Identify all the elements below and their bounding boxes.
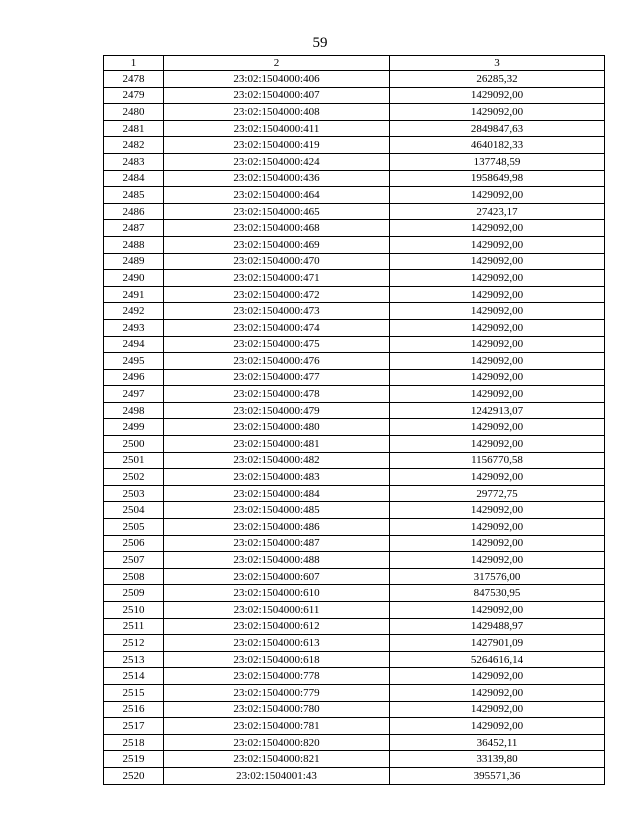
table-row (104, 635, 605, 652)
cadastral-number-cell: 23:02:1504000:471 (164, 270, 390, 287)
cadastral-value-cell: 36452,11 (390, 734, 605, 751)
cadastral-value-cell: 1429092,00 (390, 519, 605, 536)
table-row (104, 386, 605, 403)
table-row (104, 535, 605, 552)
cadastral-number-cell: 23:02:1504000:407 (164, 87, 390, 104)
row-number-cell: 2520 (104, 767, 164, 784)
table-row (104, 469, 605, 486)
cadastral-number-cell: 23:02:1504000:475 (164, 336, 390, 353)
cadastral-value-cell: 1429092,00 (390, 353, 605, 370)
cadastral-value-cell: 1242913,07 (390, 402, 605, 419)
row-number-cell: 2504 (104, 502, 164, 519)
row-number-cell: 2480 (104, 104, 164, 121)
cadastral-number-cell: 23:02:1504000:419 (164, 137, 390, 154)
cadastral-number-cell: 23:02:1504000:612 (164, 618, 390, 635)
table-row (104, 137, 605, 154)
row-number-cell: 2517 (104, 718, 164, 735)
cadastral-number-cell: 23:02:1504000:408 (164, 104, 390, 121)
column-header-1: 1 (104, 56, 164, 71)
cadastral-value-cell: 395571,36 (390, 767, 605, 784)
cadastral-value-cell: 1429092,00 (390, 668, 605, 685)
table-row (104, 519, 605, 536)
cadastral-number-cell: 23:02:1504000:485 (164, 502, 390, 519)
row-number-cell: 2503 (104, 485, 164, 502)
table-row (104, 651, 605, 668)
row-number-cell: 2489 (104, 253, 164, 270)
row-number-cell: 2493 (104, 319, 164, 336)
cadastral-value-cell: 1429092,00 (390, 502, 605, 519)
cadastral-value-cell: 317576,00 (390, 568, 605, 585)
row-number-cell: 2485 (104, 187, 164, 204)
cadastral-number-cell: 23:02:1504000:480 (164, 419, 390, 436)
cadastral-value-cell: 1429092,00 (390, 286, 605, 303)
cadastral-number-cell: 23:02:1504000:607 (164, 568, 390, 585)
table-row (104, 336, 605, 353)
row-number-cell: 2478 (104, 71, 164, 88)
cadastral-value-cell: 1429092,00 (390, 303, 605, 320)
cadastral-value-cell: 5264616,14 (390, 651, 605, 668)
cadastral-number-cell: 23:02:1504000:487 (164, 535, 390, 552)
row-number-cell: 2488 (104, 236, 164, 253)
row-number-cell: 2508 (104, 568, 164, 585)
row-number-cell: 2515 (104, 684, 164, 701)
table-row (104, 419, 605, 436)
table-row (104, 153, 605, 170)
table-row (104, 734, 605, 751)
cadastral-value-cell: 29772,75 (390, 485, 605, 502)
table-row (104, 668, 605, 685)
row-number-cell: 2482 (104, 137, 164, 154)
cadastral-value-cell: 1429092,00 (390, 718, 605, 735)
cadastral-value-cell: 1429092,00 (390, 187, 605, 204)
table-body (104, 56, 605, 785)
row-number-cell: 2481 (104, 120, 164, 137)
row-number-cell: 2510 (104, 602, 164, 619)
table-header-row (104, 56, 605, 71)
cadastral-value-cell: 1429092,00 (390, 87, 605, 104)
row-number-cell: 2499 (104, 419, 164, 436)
row-number-cell: 2509 (104, 585, 164, 602)
cadastral-number-cell: 23:02:1504000:486 (164, 519, 390, 536)
page-number: 59 (312, 35, 328, 51)
cadastral-value-cell: 4640182,33 (390, 137, 605, 154)
cadastral-number-cell: 23:02:1504000:472 (164, 286, 390, 303)
table-row (104, 618, 605, 635)
cadastral-value-cell: 1429092,00 (390, 469, 605, 486)
row-number-cell: 2484 (104, 170, 164, 187)
cadastral-value-cell: 1429092,00 (390, 253, 605, 270)
cadastral-value-cell: 2849847,63 (390, 120, 605, 137)
column-header-2: 2 (164, 56, 390, 71)
cadastral-value-cell: 1429488,97 (390, 618, 605, 635)
row-number-cell: 2514 (104, 668, 164, 685)
row-number-cell: 2518 (104, 734, 164, 751)
cadastral-value-cell: 1429092,00 (390, 236, 605, 253)
cadastral-value-cell: 1429092,00 (390, 319, 605, 336)
cadastral-number-cell: 23:02:1504000:424 (164, 153, 390, 170)
table-row (104, 270, 605, 287)
cadastral-value-cell: 137748,59 (390, 153, 605, 170)
cadastral-number-cell: 23:02:1504000:436 (164, 170, 390, 187)
table-row (104, 120, 605, 137)
table-row (104, 436, 605, 453)
cadastral-number-cell: 23:02:1504000:780 (164, 701, 390, 718)
cadastral-number-cell: 23:02:1504000:482 (164, 452, 390, 469)
table-row (104, 253, 605, 270)
column-header-3: 3 (390, 56, 605, 71)
table-row (104, 303, 605, 320)
table-row (104, 319, 605, 336)
cadastral-value-cell: 1429092,00 (390, 552, 605, 569)
cadastral-number-cell: 23:02:1504000:779 (164, 684, 390, 701)
row-number-cell: 2483 (104, 153, 164, 170)
table-row (104, 187, 605, 204)
row-number-cell: 2500 (104, 436, 164, 453)
row-number-cell: 2490 (104, 270, 164, 287)
table-row (104, 767, 605, 784)
table-row (104, 203, 605, 220)
cadastral-value-cell: 1429092,00 (390, 104, 605, 121)
row-number-cell: 2507 (104, 552, 164, 569)
cadastral-value-cell: 27423,17 (390, 203, 605, 220)
table-row (104, 353, 605, 370)
cadastral-number-cell: 23:02:1504000:478 (164, 386, 390, 403)
row-number-cell: 2519 (104, 751, 164, 768)
cadastral-value-cell: 1429092,00 (390, 602, 605, 619)
cadastral-number-cell: 23:02:1504000:479 (164, 402, 390, 419)
cadastral-number-cell: 23:02:1504000:484 (164, 485, 390, 502)
cadastral-value-cell: 1958649,98 (390, 170, 605, 187)
row-number-cell: 2486 (104, 203, 164, 220)
row-number-cell: 2498 (104, 402, 164, 419)
table-row (104, 552, 605, 569)
cadastral-number-cell: 23:02:1504000:613 (164, 635, 390, 652)
table-row (104, 718, 605, 735)
cadastral-number-cell: 23:02:1504000:465 (164, 203, 390, 220)
cadastral-number-cell: 23:02:1504000:821 (164, 751, 390, 768)
cadastral-value-cell: 1429092,00 (390, 369, 605, 386)
table-row (104, 220, 605, 237)
cadastral-value-table (103, 55, 605, 785)
cadastral-number-cell: 23:02:1504000:618 (164, 651, 390, 668)
row-number-cell: 2506 (104, 535, 164, 552)
table-row (104, 602, 605, 619)
table-row (104, 568, 605, 585)
cadastral-value-cell: 1429092,00 (390, 270, 605, 287)
cadastral-number-cell: 23:02:1504000:406 (164, 71, 390, 88)
cadastral-value-cell: 1429092,00 (390, 220, 605, 237)
cadastral-value-cell: 1156770,58 (390, 452, 605, 469)
cadastral-number-cell: 23:02:1504000:611 (164, 602, 390, 619)
cadastral-number-cell: 23:02:1504000:483 (164, 469, 390, 486)
table-row (104, 402, 605, 419)
cadastral-value-cell: 1429092,00 (390, 419, 605, 436)
table-row (104, 369, 605, 386)
row-number-cell: 2497 (104, 386, 164, 403)
table-row (104, 71, 605, 88)
cadastral-number-cell: 23:02:1504000:473 (164, 303, 390, 320)
row-number-cell: 2502 (104, 469, 164, 486)
row-number-cell: 2501 (104, 452, 164, 469)
row-number-cell: 2513 (104, 651, 164, 668)
cadastral-value-cell: 1429092,00 (390, 535, 605, 552)
cadastral-value-cell: 1429092,00 (390, 386, 605, 403)
cadastral-value-cell: 1429092,00 (390, 701, 605, 718)
cadastral-number-cell: 23:02:1504000:778 (164, 668, 390, 685)
cadastral-number-cell: 23:02:1504001:43 (164, 767, 390, 784)
cadastral-number-cell: 23:02:1504000:781 (164, 718, 390, 735)
table-row (104, 286, 605, 303)
cadastral-number-cell: 23:02:1504000:477 (164, 369, 390, 386)
cadastral-number-cell: 23:02:1504000:474 (164, 319, 390, 336)
table-row (104, 684, 605, 701)
cadastral-value-cell: 1429092,00 (390, 336, 605, 353)
row-number-cell: 2495 (104, 353, 164, 370)
table-row (104, 485, 605, 502)
cadastral-number-cell: 23:02:1504000:470 (164, 253, 390, 270)
row-number-cell: 2505 (104, 519, 164, 536)
cadastral-number-cell: 23:02:1504000:610 (164, 585, 390, 602)
cadastral-number-cell: 23:02:1504000:476 (164, 353, 390, 370)
row-number-cell: 2492 (104, 303, 164, 320)
cadastral-value-cell: 847530,95 (390, 585, 605, 602)
cadastral-number-cell: 23:02:1504000:481 (164, 436, 390, 453)
table-row (104, 87, 605, 104)
cadastral-number-cell: 23:02:1504000:464 (164, 187, 390, 204)
table-row (104, 170, 605, 187)
table-row (104, 502, 605, 519)
cadastral-number-cell: 23:02:1504000:488 (164, 552, 390, 569)
row-number-cell: 2512 (104, 635, 164, 652)
cadastral-value-cell: 26285,32 (390, 71, 605, 88)
cadastral-number-cell: 23:02:1504000:468 (164, 220, 390, 237)
table-row (104, 104, 605, 121)
cadastral-number-cell: 23:02:1504000:820 (164, 734, 390, 751)
row-number-cell: 2516 (104, 701, 164, 718)
cadastral-value-cell: 1429092,00 (390, 436, 605, 453)
table-row (104, 236, 605, 253)
table-row (104, 701, 605, 718)
row-number-cell: 2491 (104, 286, 164, 303)
table-row (104, 452, 605, 469)
cadastral-value-cell: 1427901,09 (390, 635, 605, 652)
row-number-cell: 2494 (104, 336, 164, 353)
row-number-cell: 2496 (104, 369, 164, 386)
table-row (104, 585, 605, 602)
cadastral-value-cell: 33139,80 (390, 751, 605, 768)
cadastral-number-cell: 23:02:1504000:411 (164, 120, 390, 137)
table-row (104, 751, 605, 768)
row-number-cell: 2511 (104, 618, 164, 635)
row-number-cell: 2479 (104, 87, 164, 104)
cadastral-number-cell: 23:02:1504000:469 (164, 236, 390, 253)
cadastral-value-cell: 1429092,00 (390, 684, 605, 701)
row-number-cell: 2487 (104, 220, 164, 237)
